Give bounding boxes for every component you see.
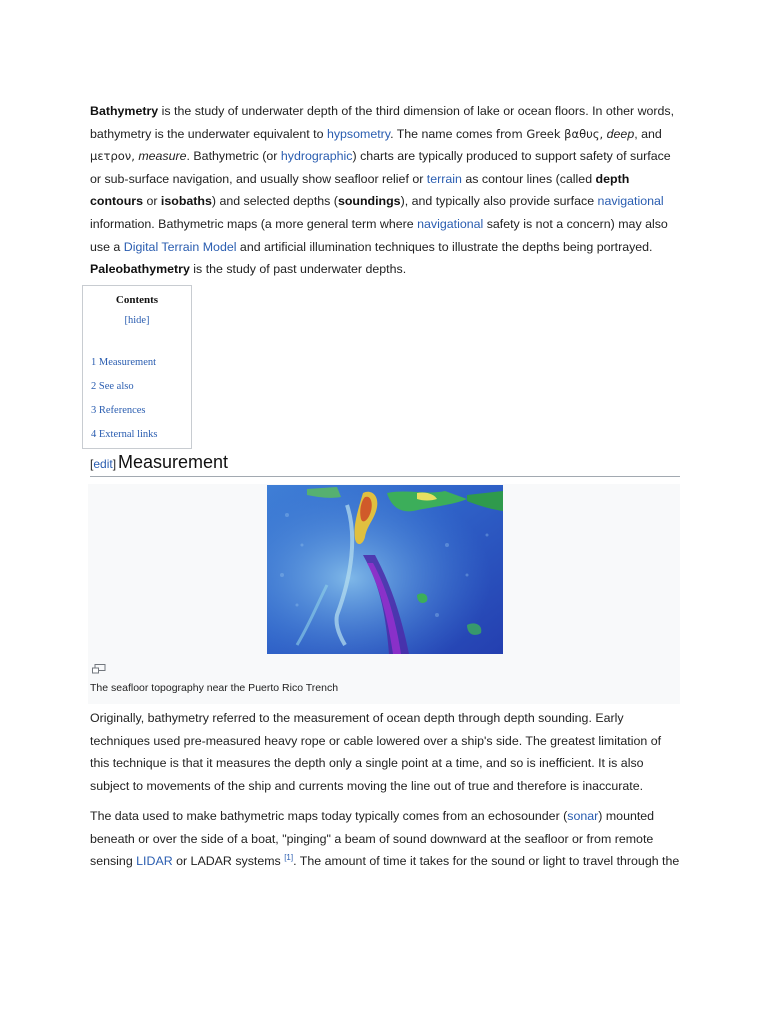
seafloor-map-image[interactable] — [267, 485, 503, 654]
link-hydrographic[interactable]: hydrographic — [280, 149, 353, 164]
toc-link-external-links[interactable]: 4 External links — [91, 429, 158, 440]
toc-item — [91, 428, 158, 452]
link-navigational-2[interactable]: navigational — [417, 216, 484, 231]
thumbnail-figure — [88, 484, 680, 704]
toc-item — [91, 380, 158, 404]
link-hypsometry[interactable]: hypsometry — [326, 126, 391, 141]
paragraph-origins: Originally, bathymetry referred to the measurement of ocean depth through depth sounding. Early techniques used pre-measured heavy rope or cable lowered over a ship's side. The greatest limitation of this technique is that it measures the depth only a single point at a time, and so is inefficient. It is also subject to movements of the ship and currents moving the line out of true and therefore is inaccurate. — [90, 711, 662, 793]
toc-title: Contents — [115, 294, 159, 306]
section-heading — [90, 450, 680, 477]
toc-link-measurement[interactable]: 1 Measurement — [91, 357, 157, 368]
magnify-icon[interactable] — [92, 664, 106, 674]
section-title: Measurement — [118, 452, 229, 472]
toc-item — [91, 356, 158, 380]
term-bathymetry: Bathymetry — [90, 104, 159, 118]
toc-hide-link[interactable]: [hide] — [124, 315, 150, 326]
toc-link-see-also[interactable]: 2 See also — [91, 381, 134, 392]
paragraph-echosounder: The data used to make bathymetric maps today typically comes from an echosounder (sonar) mounted beneath or over the side of a boat, "pinging" a beam of sound downward at the seafloor or from remote sensing LIDAR or LADAR systems [1]. The amount of time it takes for the sound or light to travel through the — [90, 809, 680, 869]
link-sonar[interactable]: sonar — [567, 809, 599, 823]
edit-link[interactable]: edit — [93, 457, 113, 471]
edit-section: [edit] — [90, 457, 117, 471]
toc-item — [91, 404, 158, 428]
citation-1[interactable]: [1] — [284, 853, 294, 863]
intro-paragraph: Bathymetry is the study of underwater depth of the third dimension of lake or ocean floors. In other words, bathymetry is the underwater equivalent to hypsometry. The name comes from Greek βαθυς, deep, and μετρον, measure. Bathymetric (or hydrographic) charts are typically produced to support safety of surface or sub-surface navigation, and usually show seafloor relief or terrain as contour lines (called depth contours or isobaths) and selected depths (soundings), and typically also provide surface navigational information. Bathymetric maps (a more general term where navigational safety is not a concern) may also use a Digital Terrain Model and artificial illumination techniques to illustrate the depths being portrayed. Paleobathymetry is the study of past underwater depths. — [90, 104, 675, 277]
toc-list — [91, 356, 158, 452]
figure-caption: The seafloor topography near the Puerto Rico Trench — [90, 682, 339, 694]
link-digital-terrain-model[interactable]: Digital Terrain Model — [123, 239, 237, 254]
link-lidar[interactable]: LIDAR — [136, 854, 173, 869]
toc-link-references[interactable]: 3 References — [91, 405, 146, 416]
link-terrain[interactable]: terrain — [426, 171, 462, 186]
table-of-contents — [82, 285, 192, 449]
link-navigational-1[interactable]: navigational — [597, 194, 664, 209]
